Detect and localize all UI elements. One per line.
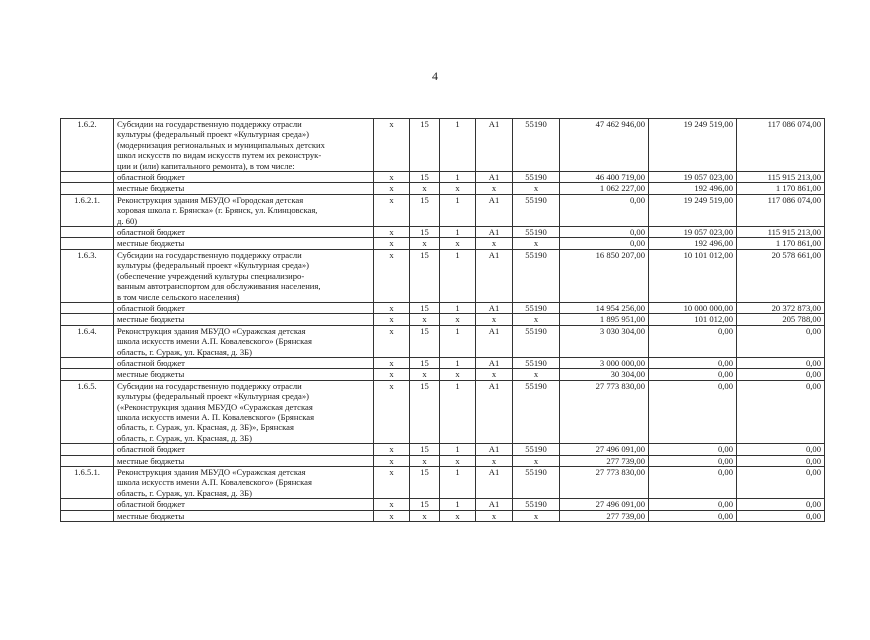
amount-col-2: 19 249 519,00 xyxy=(649,119,737,172)
row-number xyxy=(61,227,114,238)
code-col-3: x xyxy=(440,510,476,521)
row-description xyxy=(114,467,374,499)
amount-col-1: 16 850 207,00 xyxy=(560,249,649,302)
code-col-4: A1 xyxy=(476,302,513,313)
code-col-1: x xyxy=(374,172,410,183)
amount-col-2: 19 057 023,00 xyxy=(649,227,737,238)
amount-col-3: 0,00 xyxy=(737,510,825,521)
amount-col-3: 0,00 xyxy=(737,467,825,499)
amount-col-1: 27 496 091,00 xyxy=(560,444,649,455)
code-col-1: x xyxy=(374,325,410,357)
code-col-4: x xyxy=(476,238,513,249)
row-number xyxy=(61,183,114,194)
amount-col-2: 10 101 012,00 xyxy=(649,249,737,302)
code-col-1: x xyxy=(374,510,410,521)
code-col-4: A1 xyxy=(476,467,513,499)
amount-col-2: 10 000 000,00 xyxy=(649,302,737,313)
code-col-1: x xyxy=(374,183,410,194)
row-description xyxy=(114,314,374,325)
code-col-2: 15 xyxy=(410,444,440,455)
code-col-1: x xyxy=(374,302,410,313)
description-line: Субсидии на государственную поддержку отрасли xyxy=(117,119,302,129)
code-col-1: x xyxy=(374,249,410,302)
code-col-2: 15 xyxy=(410,172,440,183)
description-line: («Реконструкция здания МБУДО «Суражская детская xyxy=(117,401,313,412)
code-col-2: x xyxy=(410,314,440,325)
table-row xyxy=(61,499,825,510)
table-row xyxy=(61,444,825,455)
table-row xyxy=(61,172,825,183)
code-col-3: 1 xyxy=(440,467,476,499)
description-line: местные бюджеты xyxy=(117,455,185,466)
row-description xyxy=(114,380,374,443)
code-col-3: 1 xyxy=(440,325,476,357)
description-line: хоровая школа г. Брянска» (г. Брянск, ул. Клинцовская, xyxy=(117,205,318,216)
amount-col-1: 14 954 256,00 xyxy=(560,302,649,313)
code-col-4: A1 xyxy=(476,325,513,357)
description-line: ции и (или) капитального ремонта), в том числе: xyxy=(117,160,295,171)
row-number xyxy=(61,455,114,466)
code-col-1: x xyxy=(374,499,410,510)
row-description xyxy=(114,444,374,455)
code-col-4: x xyxy=(476,369,513,380)
code-col-3: x xyxy=(440,183,476,194)
budget-table xyxy=(60,118,825,522)
amount-col-3: 1 170 861,00 xyxy=(737,238,825,249)
code-col-5: 55190 xyxy=(513,467,560,499)
row-description xyxy=(114,194,374,226)
description-line: область, г. Сураж, ул. Красная, д. 3Б) xyxy=(117,487,252,498)
code-col-3: x xyxy=(440,369,476,380)
row-number xyxy=(61,510,114,521)
amount-col-1: 0,00 xyxy=(560,194,649,226)
code-col-5: x xyxy=(513,510,560,521)
table-row xyxy=(61,380,825,443)
code-col-1: x xyxy=(374,455,410,466)
amount-col-2: 192 496,00 xyxy=(649,238,737,249)
description-line: культуры (федеральный проект «Культурная среда») xyxy=(117,129,310,140)
amount-col-1: 277 739,00 xyxy=(560,455,649,466)
code-col-3: x xyxy=(440,314,476,325)
description-line: областной бюджет xyxy=(117,444,185,455)
description-line: Реконструкция здания МБУДО «Суражская детская xyxy=(117,467,306,477)
amount-col-3: 20 578 661,00 xyxy=(737,249,825,302)
description-line: местные бюджеты xyxy=(117,369,185,380)
code-col-3: 1 xyxy=(440,249,476,302)
description-line: Реконструкция здания МБУДО «Суражская детская xyxy=(117,325,306,336)
amount-col-1: 277 739,00 xyxy=(560,510,649,521)
code-col-5: x xyxy=(513,183,560,194)
code-col-2: 15 xyxy=(410,499,440,510)
description-line: местные бюджеты xyxy=(117,238,185,249)
code-col-3: 1 xyxy=(440,357,476,368)
amount-col-1: 46 400 719,00 xyxy=(560,172,649,183)
amount-col-2: 19 249 519,00 xyxy=(649,194,737,226)
code-col-1: x xyxy=(374,369,410,380)
amount-col-2: 0,00 xyxy=(649,444,737,455)
table-row xyxy=(61,183,825,194)
code-col-4: A1 xyxy=(476,249,513,302)
code-col-5: 55190 xyxy=(513,302,560,313)
row-number xyxy=(61,302,114,313)
row-number: 1.6.4. xyxy=(61,325,114,357)
code-col-1: x xyxy=(374,467,410,499)
code-col-2: x xyxy=(410,238,440,249)
row-description xyxy=(114,302,374,313)
description-line: областной бюджет xyxy=(117,499,185,510)
amount-col-3: 0,00 xyxy=(737,357,825,368)
row-description xyxy=(114,357,374,368)
code-col-2: 15 xyxy=(410,467,440,499)
code-col-2: 15 xyxy=(410,380,440,443)
description-line: ванным автотранспортом для обслуживания населения, xyxy=(117,281,321,292)
code-col-1: x xyxy=(374,194,410,226)
page-number: 4 xyxy=(432,69,438,83)
amount-col-1: 27 496 091,00 xyxy=(560,499,649,510)
code-col-3: 1 xyxy=(440,444,476,455)
description-line: школа искусств имени А. П. Ковалевского» (Брянская xyxy=(117,411,315,422)
code-col-3: 1 xyxy=(440,302,476,313)
code-col-4: A1 xyxy=(476,119,513,172)
description-line: областной бюджет xyxy=(117,172,185,183)
table-row xyxy=(61,455,825,466)
row-description xyxy=(114,238,374,249)
amount-col-2: 19 057 023,00 xyxy=(649,172,737,183)
row-description xyxy=(114,172,374,183)
code-col-4: A1 xyxy=(476,380,513,443)
amount-col-3: 115 915 213,00 xyxy=(737,227,825,238)
code-col-4: A1 xyxy=(476,499,513,510)
amount-col-1: 0,00 xyxy=(560,227,649,238)
row-number xyxy=(61,238,114,249)
amount-col-3: 0,00 xyxy=(737,380,825,443)
code-col-2: x xyxy=(410,455,440,466)
row-description xyxy=(114,510,374,521)
code-col-2: 15 xyxy=(410,227,440,238)
row-number: 1.6.5. xyxy=(61,380,114,443)
amount-col-1: 47 462 946,00 xyxy=(560,119,649,172)
description-line: школа искусств имени А.П. Ковалевского» (Брянская xyxy=(117,336,312,347)
table-row xyxy=(61,194,825,226)
amount-col-1: 27 773 830,00 xyxy=(560,467,649,499)
code-col-5: 55190 xyxy=(513,194,560,226)
amount-col-2: 0,00 xyxy=(649,369,737,380)
description-line: Реконструкция здания МБУДО «Городская детская xyxy=(117,194,304,205)
description-line: Субсидии на государственную поддержку отрасли xyxy=(117,249,302,260)
code-col-4: A1 xyxy=(476,172,513,183)
table-row xyxy=(61,467,825,499)
description-line: культуры (федеральный проект «Культурная среда») xyxy=(117,260,310,271)
description-line: областной бюджет xyxy=(117,227,185,238)
code-col-5: 55190 xyxy=(513,380,560,443)
row-description xyxy=(114,499,374,510)
description-line: местные бюджеты xyxy=(117,510,185,521)
amount-col-3: 1 170 861,00 xyxy=(737,183,825,194)
table-body xyxy=(61,119,825,522)
table-row xyxy=(61,510,825,521)
amount-col-2: 0,00 xyxy=(649,455,737,466)
code-col-5: 55190 xyxy=(513,499,560,510)
code-col-1: x xyxy=(374,227,410,238)
description-line: область, г. Сураж, ул. Красная, д. 3Б) xyxy=(117,346,252,357)
row-number: 1.6.5.1. xyxy=(61,467,114,499)
amount-col-3: 0,00 xyxy=(737,369,825,380)
amount-col-2: 0,00 xyxy=(649,380,737,443)
code-col-5: 55190 xyxy=(513,227,560,238)
description-line: Субсидии на государственную поддержку отрасли xyxy=(117,380,302,391)
code-col-1: x xyxy=(374,444,410,455)
row-number xyxy=(61,499,114,510)
code-col-2: x xyxy=(410,510,440,521)
amount-col-2: 101 012,00 xyxy=(649,314,737,325)
code-col-5: x xyxy=(513,455,560,466)
row-number xyxy=(61,369,114,380)
code-col-5: x xyxy=(513,369,560,380)
code-col-4: A1 xyxy=(476,194,513,226)
amount-col-3: 20 372 873,00 xyxy=(737,302,825,313)
row-number: 1.6.2. xyxy=(61,119,114,172)
row-number xyxy=(61,172,114,183)
code-col-4: A1 xyxy=(476,444,513,455)
table-row xyxy=(61,227,825,238)
row-description xyxy=(114,455,374,466)
description-line: область, г. Сураж, ул. Красная, д. 3Б)», Брянская xyxy=(117,422,294,433)
table-row xyxy=(61,238,825,249)
code-col-3: x xyxy=(440,455,476,466)
row-number: 1.6.3. xyxy=(61,249,114,302)
amount-col-3: 117 086 074,00 xyxy=(737,119,825,172)
code-col-5: 55190 xyxy=(513,119,560,172)
row-description xyxy=(114,183,374,194)
amount-col-1: 1 062 227,00 xyxy=(560,183,649,194)
amount-col-3: 0,00 xyxy=(737,325,825,357)
code-col-3: 1 xyxy=(440,227,476,238)
code-col-2: 15 xyxy=(410,357,440,368)
description-line: (модернизация региональных и муниципальных детских xyxy=(117,139,325,150)
code-col-3: 1 xyxy=(440,380,476,443)
code-col-1: x xyxy=(374,119,410,172)
row-number xyxy=(61,357,114,368)
code-col-2: 15 xyxy=(410,325,440,357)
description-line: д. 60) xyxy=(117,215,138,226)
row-description xyxy=(114,369,374,380)
code-col-4: x xyxy=(476,510,513,521)
code-col-2: x xyxy=(410,183,440,194)
row-description xyxy=(114,119,374,172)
row-description xyxy=(114,325,374,357)
amount-col-1: 0,00 xyxy=(560,238,649,249)
code-col-2: 15 xyxy=(410,119,440,172)
row-number: 1.6.2.1. xyxy=(61,194,114,226)
code-col-2: 15 xyxy=(410,194,440,226)
table-row xyxy=(61,369,825,380)
amount-col-3: 117 086 074,00 xyxy=(737,194,825,226)
amount-col-3: 0,00 xyxy=(737,455,825,466)
code-col-5: 55190 xyxy=(513,325,560,357)
code-col-5: 55190 xyxy=(513,444,560,455)
code-col-5: 55190 xyxy=(513,357,560,368)
code-col-3: 1 xyxy=(440,119,476,172)
row-description xyxy=(114,249,374,302)
description-line: областной бюджет xyxy=(117,302,185,313)
amount-col-3: 0,00 xyxy=(737,499,825,510)
description-line: культуры (федеральный проект «Культурная среда») xyxy=(117,391,310,402)
code-col-5: 55190 xyxy=(513,249,560,302)
amount-col-1: 3 030 304,00 xyxy=(560,325,649,357)
amount-col-2: 0,00 xyxy=(649,510,737,521)
amount-col-2: 0,00 xyxy=(649,357,737,368)
table-row xyxy=(61,302,825,313)
amount-col-3: 115 915 213,00 xyxy=(737,172,825,183)
code-col-2: x xyxy=(410,369,440,380)
description-line: местные бюджеты xyxy=(117,183,185,194)
table-row xyxy=(61,357,825,368)
table-row xyxy=(61,119,825,172)
amount-col-1: 30 304,00 xyxy=(560,369,649,380)
amount-col-3: 205 788,00 xyxy=(737,314,825,325)
amount-col-2: 0,00 xyxy=(649,467,737,499)
table-row xyxy=(61,249,825,302)
code-col-4: A1 xyxy=(476,227,513,238)
code-col-4: x xyxy=(476,455,513,466)
amount-col-1: 3 000 000,00 xyxy=(560,357,649,368)
code-col-4: x xyxy=(476,314,513,325)
code-col-3: 1 xyxy=(440,499,476,510)
code-col-5: x xyxy=(513,238,560,249)
code-col-1: x xyxy=(374,380,410,443)
code-col-2: 15 xyxy=(410,302,440,313)
code-col-3: 1 xyxy=(440,194,476,226)
row-description xyxy=(114,227,374,238)
description-line: (обеспечение учреждений культуры специализиро- xyxy=(117,270,305,281)
description-line: в том числе сельского населения) xyxy=(117,291,240,302)
code-col-5: x xyxy=(513,314,560,325)
amount-col-1: 27 773 830,00 xyxy=(560,380,649,443)
row-number xyxy=(61,314,114,325)
description-line: школа искусств имени А.П. Ковалевского» (Брянская xyxy=(117,477,312,488)
amount-col-3: 0,00 xyxy=(737,444,825,455)
code-col-1: x xyxy=(374,357,410,368)
amount-col-1: 1 895 951,00 xyxy=(560,314,649,325)
code-col-1: x xyxy=(374,314,410,325)
code-col-2: 15 xyxy=(410,249,440,302)
amount-col-2: 0,00 xyxy=(649,325,737,357)
description-line: школ искусств по видам искусств путем их реконструк- xyxy=(117,150,322,161)
code-col-4: x xyxy=(476,183,513,194)
code-col-3: x xyxy=(440,238,476,249)
amount-col-2: 192 496,00 xyxy=(649,183,737,194)
amount-col-2: 0,00 xyxy=(649,499,737,510)
code-col-5: 55190 xyxy=(513,172,560,183)
description-line: местные бюджеты xyxy=(117,314,185,325)
row-number xyxy=(61,444,114,455)
code-col-4: A1 xyxy=(476,357,513,368)
table-row xyxy=(61,314,825,325)
code-col-3: 1 xyxy=(440,172,476,183)
code-col-1: x xyxy=(374,238,410,249)
description-line: область, г. Сураж, ул. Красная, д. 3Б) xyxy=(117,432,252,443)
table-row xyxy=(61,325,825,357)
description-line: областной бюджет xyxy=(117,357,185,368)
